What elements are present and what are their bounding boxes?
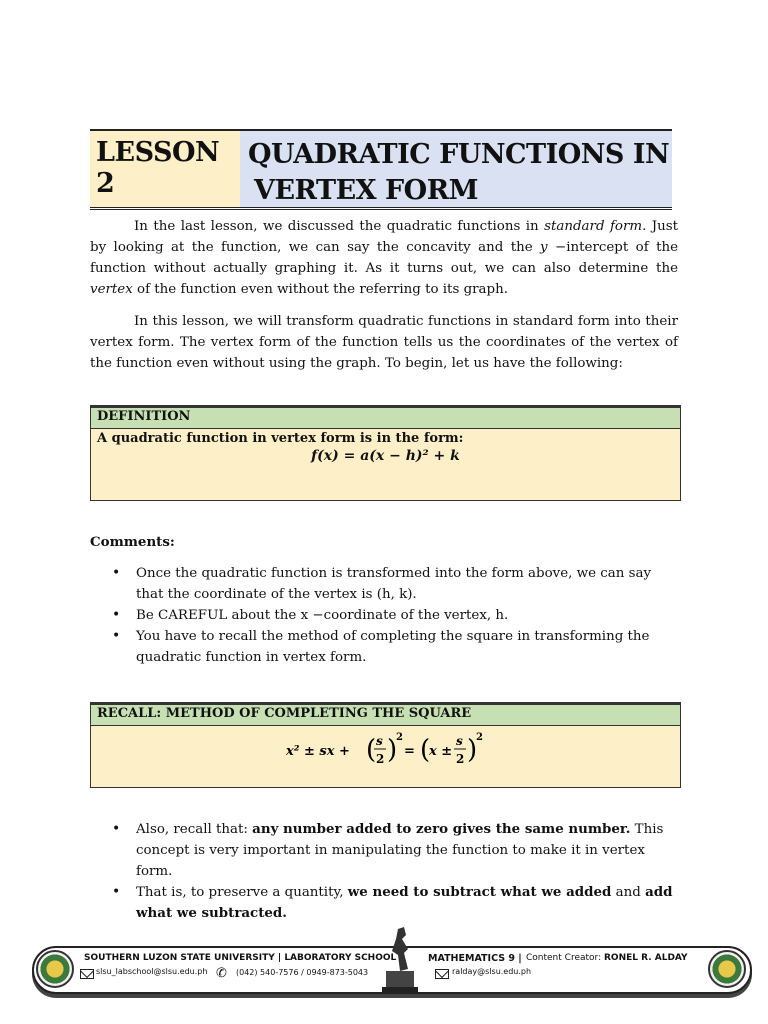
phone-icon: ✆: [216, 966, 227, 981]
note-item: • Also, recall that: any number added to zero gives the same number. This concept is very important in manipulating the function to make it in vertex form.: [108, 819, 678, 882]
lesson-title-line1: QUADRATIC FUNCTIONS IN: [248, 139, 670, 170]
vertex-form-formula: f(x) = a(x − h)² + k: [311, 448, 460, 464]
definition-box: [90, 405, 681, 501]
university-name: SOUTHERN LUZON STATE UNIVERSITY: [84, 953, 275, 963]
svg-text:s: s: [375, 734, 383, 748]
svg-text:s: s: [455, 734, 463, 748]
lesson-number: LESSON 2: [90, 131, 240, 207]
recall-box: [90, 702, 681, 788]
comments-list: [108, 563, 678, 668]
statue-emblem-icon: [378, 925, 422, 993]
intro-paragraph-1: In the last lesson, we discussed the quadratic functions in standard form. Just by looking at the function, we can say the concavity and the y −intercept of the function without actually graphing it. As it turns out, we can also determine the vertex of the function even without the referring to its graph.: [90, 219, 679, 297]
creator-email-icon: [435, 969, 449, 979]
subject-name: MATHEMATICS 9: [428, 953, 515, 964]
svg-text:): ): [466, 735, 477, 765]
notes-list: [108, 819, 678, 924]
lesson-title-bar: [90, 129, 672, 210]
svg-text:(: (: [419, 735, 430, 765]
svg-text:x ±: x ±: [428, 744, 452, 759]
definition-text: A quadratic function in vertex form is in the form:: [97, 431, 464, 446]
definition-header: DEFINITION: [91, 406, 680, 429]
comment-item: • Once the quadratic function is transformed into the form above, we can say that the coordinate of the vertex is (h, k).: [108, 563, 678, 605]
school-name: LABORATORY SCHOOL: [284, 953, 397, 963]
creator-email[interactable]: ralday@slsu.edu.ph: [452, 967, 532, 976]
creator-name: RONEL R. ALDAY: [603, 953, 688, 963]
note-item: • That is, to preserve a quantity, we need to subtract what we added and add what we subtracted.: [108, 882, 678, 924]
svg-text:): ): [386, 735, 397, 765]
lesson-title-line2: VERTEX FORM: [254, 175, 479, 206]
comment-item: • You have to recall the method of completing the square in transforming the quadratic function in vertex form.: [108, 626, 678, 668]
svg-text:2: 2: [475, 732, 483, 743]
recall-header: RECALL: METHOD OF COMPLETING THE SQUARE: [91, 703, 680, 726]
email-icon: [80, 969, 94, 979]
intro-paragraph-2: In this lesson, we will transform quadratic functions in standard form into their vertex form. The vertex form of the function tells us the coordinates of the vertex of the function even without using the graph. To begin, let us have the following:: [90, 314, 678, 371]
svg-text:=: =: [403, 744, 415, 759]
labschool-seal-logo: [708, 950, 746, 988]
completing-square-formula: [286, 730, 486, 770]
svg-text:(: (: [365, 735, 376, 765]
lesson-title: [240, 131, 672, 207]
svg-text:2: 2: [455, 752, 464, 766]
school-email[interactable]: slsu_labschool@slsu.edu.ph: [96, 967, 208, 976]
school-phone: (042) 540-7576 / 0949-873-5043: [236, 968, 369, 977]
comment-item: • Be CAREFUL about the x −coordinate of the vertex, h.: [108, 605, 678, 626]
slsu-seal-logo: [36, 950, 74, 988]
svg-text:x² ± sx +: x² ± sx +: [285, 744, 350, 759]
svg-text:2: 2: [395, 732, 403, 743]
svg-text:2: 2: [375, 752, 384, 766]
creator-label: Content Creator:: [526, 953, 602, 963]
comments-title: Comments:: [90, 534, 175, 550]
